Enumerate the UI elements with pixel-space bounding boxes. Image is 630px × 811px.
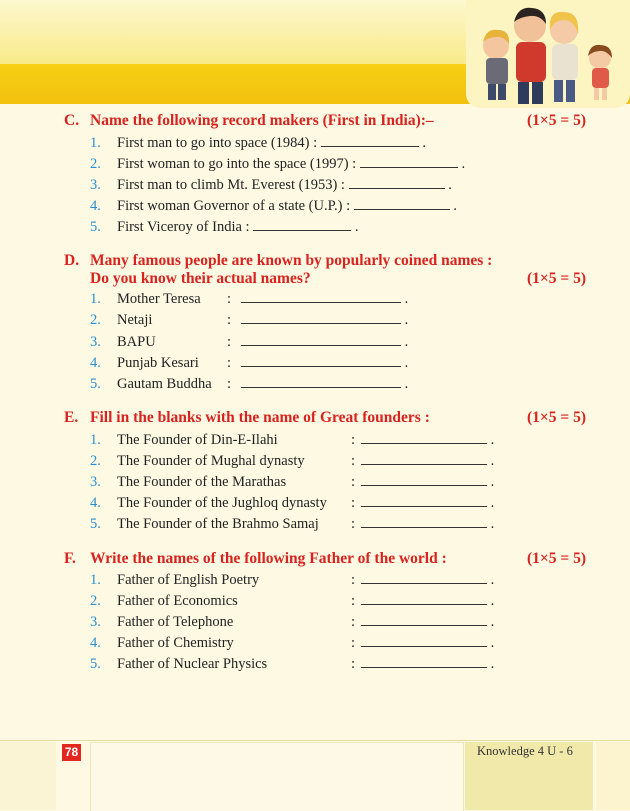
list-item	[90, 332, 408, 352]
period: .	[490, 432, 495, 448]
page-number: 78	[62, 744, 81, 761]
item-number: 4.	[90, 635, 101, 651]
period: .	[490, 495, 495, 511]
period: .	[404, 334, 409, 350]
item-text: BAPU	[117, 334, 156, 350]
answer-blank[interactable]	[321, 134, 419, 147]
item-number: 2.	[90, 312, 101, 328]
item-number: 1.	[90, 135, 101, 151]
answer-blank[interactable]	[241, 354, 401, 367]
colon: :	[351, 572, 356, 588]
period: .	[490, 656, 495, 672]
colon: :	[351, 453, 356, 469]
list-item	[90, 633, 494, 653]
answer-blank[interactable]	[361, 592, 487, 605]
item-text: The Founder of the Marathas	[117, 474, 287, 490]
period: .	[354, 219, 359, 235]
item-text: Punjab Kesari	[117, 355, 199, 371]
colon: :	[227, 312, 232, 328]
item-number: 3.	[90, 177, 101, 193]
list-item	[90, 612, 494, 632]
answer-blank[interactable]	[241, 375, 401, 388]
list-item	[90, 570, 494, 590]
section-letter: C.	[64, 112, 80, 129]
section-title: Write the names of the following Father of the world :	[90, 550, 447, 567]
item-text: Father of Economics	[117, 593, 238, 609]
item-number: 2.	[90, 156, 101, 172]
item-text: The Founder of Din-E-Ilahi	[117, 432, 278, 448]
item-number: 4.	[90, 198, 101, 214]
family-illustration	[466, 0, 630, 108]
section-marks: (1×5 = 5)	[527, 270, 586, 287]
period: .	[422, 135, 427, 151]
item-text: First woman Governor of a state (U.P.) :	[117, 198, 351, 214]
answer-blank[interactable]	[361, 515, 487, 528]
list-item	[90, 310, 408, 330]
list-item	[90, 430, 494, 450]
list-item	[90, 591, 494, 611]
colon: :	[351, 474, 356, 490]
answer-blank[interactable]	[361, 431, 487, 444]
item-number: 4.	[90, 495, 101, 511]
item-text: First woman to go into the space (1997) :	[117, 156, 357, 172]
list-item	[90, 133, 426, 153]
list-item	[90, 217, 358, 237]
period: .	[453, 198, 458, 214]
period: .	[490, 474, 495, 490]
item-number: 3.	[90, 614, 101, 630]
item-text: Netaji	[117, 312, 153, 328]
section-letter: F.	[64, 550, 76, 567]
section-title: Many famous people are known by popularly coined names : Do you know their actual names?	[90, 252, 493, 287]
item-text: First Viceroy of India :	[117, 219, 250, 235]
period: .	[404, 291, 409, 307]
item-text: Gautam Buddha	[117, 376, 212, 392]
list-item	[90, 175, 452, 195]
answer-blank[interactable]	[361, 473, 487, 486]
answer-blank[interactable]	[241, 333, 401, 346]
list-item	[90, 493, 494, 513]
colon: :	[351, 516, 356, 532]
answer-blank[interactable]	[361, 452, 487, 465]
colon: :	[227, 355, 232, 371]
item-number: 3.	[90, 334, 101, 350]
section-marks: (1×5 = 5)	[527, 112, 586, 129]
item-number: 1.	[90, 572, 101, 588]
list-item	[90, 374, 408, 394]
footer-divider	[0, 740, 630, 741]
colon: :	[227, 334, 232, 350]
list-item	[90, 472, 494, 492]
list-item	[90, 451, 494, 471]
colon: :	[351, 656, 356, 672]
item-text: Father of English Poetry	[117, 572, 260, 588]
item-number: 2.	[90, 593, 101, 609]
answer-blank[interactable]	[241, 290, 401, 303]
item-text: The Founder of Mughal dynasty	[117, 453, 305, 469]
period: .	[461, 156, 466, 172]
section-title: Name the following record makers (First in India):–	[90, 112, 434, 129]
period: .	[490, 453, 495, 469]
list-item	[90, 654, 494, 674]
item-number: 5.	[90, 516, 101, 532]
period: .	[404, 312, 409, 328]
section-letter: E.	[64, 409, 79, 426]
item-number: 5.	[90, 656, 101, 672]
answer-blank[interactable]	[360, 155, 458, 168]
period: .	[490, 614, 495, 630]
list-item	[90, 353, 408, 373]
item-text: Father of Chemistry	[117, 635, 234, 651]
section-marks: (1×5 = 5)	[527, 409, 586, 426]
item-number: 5.	[90, 376, 101, 392]
item-text: First man to go into space (1984) :	[117, 135, 318, 151]
list-item	[90, 196, 457, 216]
colon: :	[351, 495, 356, 511]
period: .	[490, 635, 495, 651]
item-text: First man to climb Mt. Everest (1953) :	[117, 177, 345, 193]
period: .	[490, 516, 495, 532]
answer-blank[interactable]	[361, 634, 487, 647]
item-number: 5.	[90, 219, 101, 235]
list-item	[90, 154, 465, 174]
item-number: 3.	[90, 474, 101, 490]
colon: :	[351, 614, 356, 630]
answer-blank[interactable]	[354, 197, 450, 210]
item-number: 1.	[90, 432, 101, 448]
period: .	[404, 376, 409, 392]
answer-blank[interactable]	[241, 311, 401, 324]
period: .	[448, 177, 452, 193]
item-number: 1.	[90, 291, 101, 307]
colon: :	[351, 635, 356, 651]
answer-blank[interactable]	[361, 613, 487, 626]
list-item	[90, 289, 408, 309]
section-letter: D.	[64, 252, 80, 269]
period: .	[404, 355, 409, 371]
answer-blank[interactable]	[361, 655, 487, 668]
item-text: Mother Teresa	[117, 291, 201, 307]
period: .	[490, 593, 495, 609]
answer-blank[interactable]	[349, 176, 445, 189]
answer-blank[interactable]	[361, 571, 487, 584]
section-marks: (1×5 = 5)	[527, 550, 586, 567]
list-item	[90, 514, 494, 534]
colon: :	[227, 376, 232, 392]
section-title: Fill in the blanks with the name of Great founders :	[90, 409, 430, 426]
item-number: 2.	[90, 453, 101, 469]
footer-left-panel	[0, 742, 56, 810]
period: .	[490, 572, 495, 588]
answer-blank[interactable]	[361, 494, 487, 507]
item-text: The Founder of the Jughloq dynasty	[117, 495, 327, 511]
item-text: Father of Nuclear Physics	[117, 656, 268, 672]
footer-edge-panel	[596, 742, 630, 810]
footer-panel	[90, 742, 464, 811]
item-text: The Founder of the Brahmo Samaj	[117, 516, 319, 532]
answer-blank[interactable]	[253, 218, 351, 231]
colon: :	[351, 432, 356, 448]
item-text: Father of Telephone	[117, 614, 234, 630]
colon: :	[351, 593, 356, 609]
colon: :	[227, 291, 232, 307]
item-number: 4.	[90, 355, 101, 371]
book-title: Knowledge 4 U - 6	[477, 744, 573, 758]
